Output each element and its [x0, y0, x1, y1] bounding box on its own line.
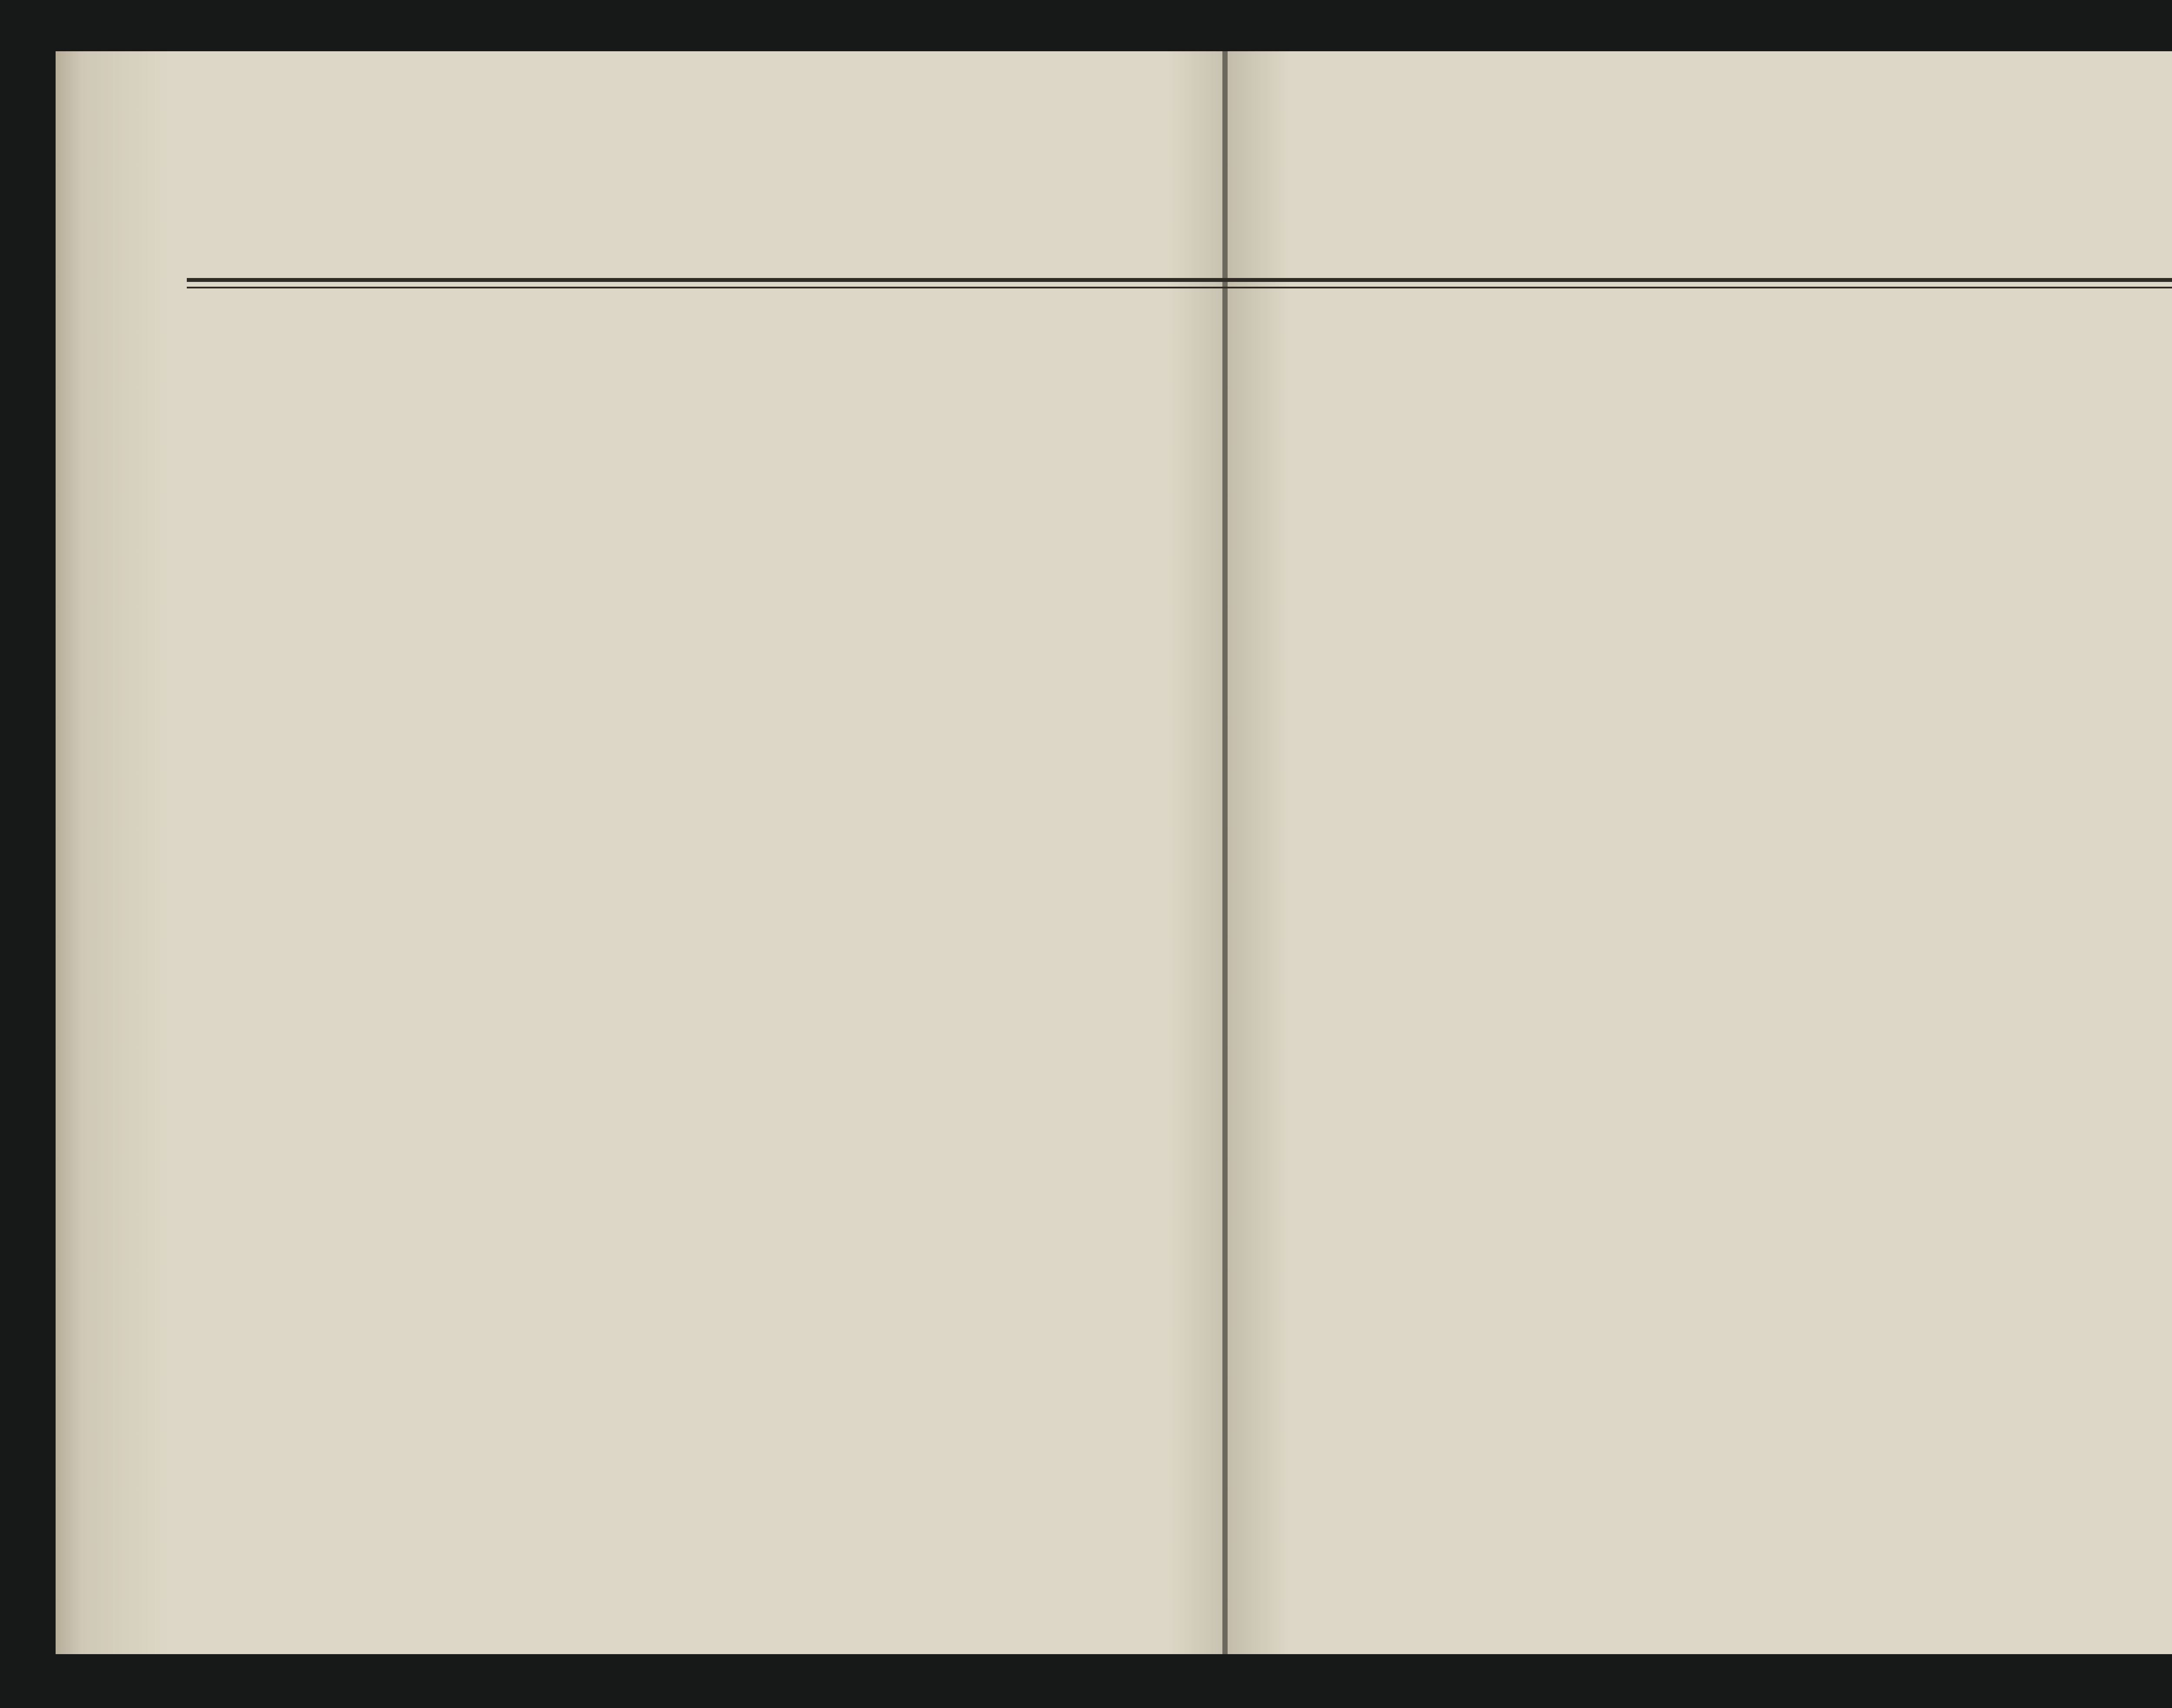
open-book [56, 51, 2172, 1654]
top-rule [187, 278, 2172, 282]
book-gutter [1222, 51, 1228, 1654]
right-page [1224, 51, 2172, 1654]
top-rule-thin [187, 287, 2172, 288]
left-page [56, 51, 1224, 1654]
